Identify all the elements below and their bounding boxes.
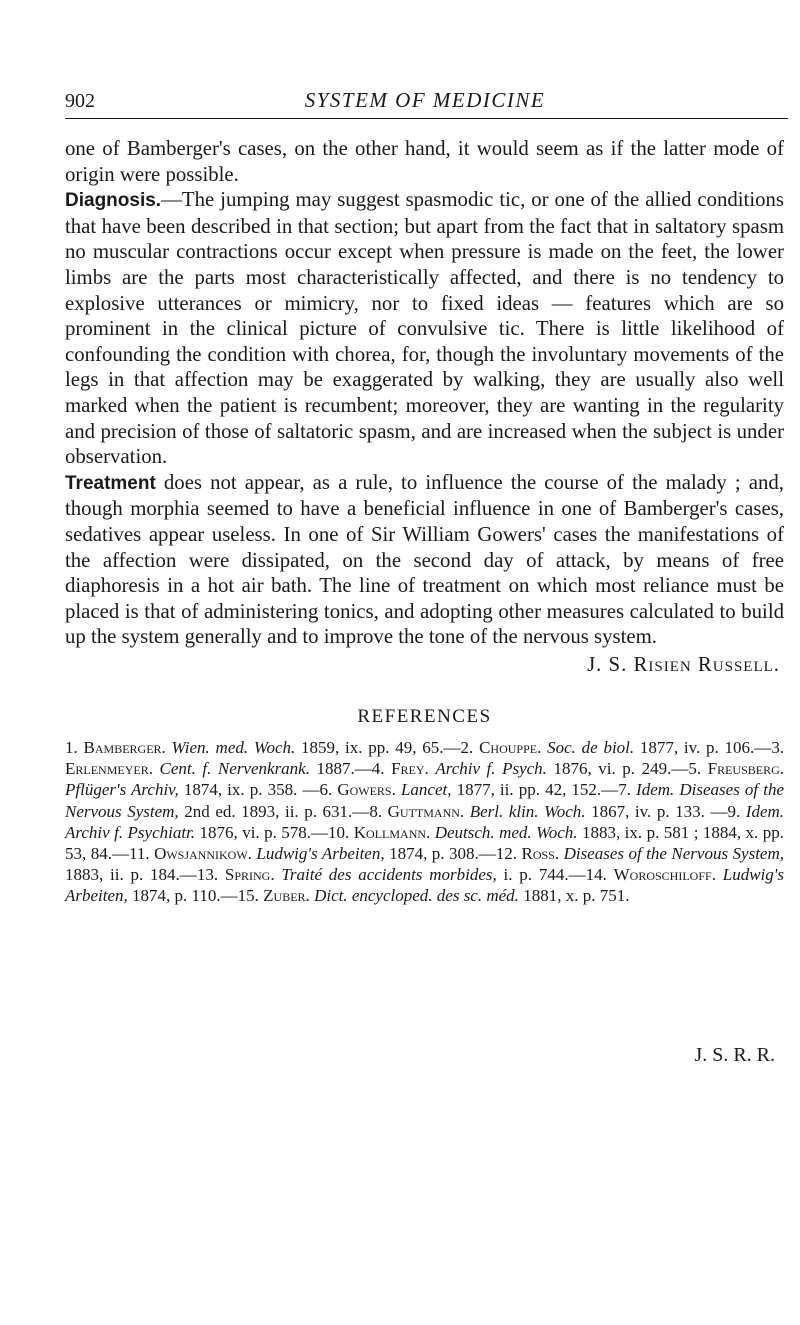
reference-title: Archiv f. Psych.	[435, 759, 547, 779]
reference-citation: 1874, p. 110.—	[127, 886, 238, 906]
reference-citation: 1867, iv. p. 133. —	[585, 801, 728, 821]
reference-author: Chouppe.	[479, 738, 548, 757]
reference-number: 6.	[319, 780, 338, 800]
page-number: 902	[65, 90, 95, 112]
reference-title: Pflüger's Archiv,	[65, 780, 179, 800]
reference-number: 4.	[371, 759, 392, 779]
reference-title: Idem. Archiv f. Psychiatr.	[65, 801, 785, 842]
reference-citation: 1876, vi. p. 578.—	[195, 822, 329, 842]
reference-item	[372, 759, 689, 778]
reference-citation: 2nd ed. 1893, ii. p. 631.—	[178, 801, 370, 821]
reference-number: 14.	[585, 865, 614, 885]
diagnosis-heading: Diagnosis.	[65, 190, 162, 212]
reference-number: 12.	[495, 844, 522, 864]
header-rule	[65, 118, 788, 119]
reference-author: Bamberger.	[83, 738, 172, 757]
references-heading: REFERENCES	[357, 706, 492, 727]
reference-title: Soc. de biol.	[547, 738, 635, 757]
reference-citation: 1883, ix. p. 581 ; 1884, x. pp. 53, 84.—	[65, 822, 784, 864]
running-header	[65, 88, 785, 118]
reference-title: Ludwig's Arbeiten,	[65, 865, 785, 906]
reference-title: Ludwig's Arbeiten,	[256, 844, 385, 864]
reference-number: 11.	[128, 844, 155, 864]
treatment-heading: Treatment	[65, 472, 156, 494]
paragraph-treatment	[65, 470, 784, 650]
reference-number: 13.	[196, 865, 225, 885]
reference-author: Gowers.	[337, 780, 401, 800]
reference-author: Woroschiloff.	[613, 865, 723, 885]
diagnosis-text: —The jumping may suggest spasmodic tic, or one of the allied conditions that have been described in that section; but apart from the fact that in saltatory spasm no muscular contractions occur except when pressure is made on the feet, the lower limbs are the parts most characteristically affected, and there is no tendency to explosive utterances or mimicry, nor to fixed ideas — features which are so prominent in the clinical picture of convulsive tic. There is little likelihood of confounding the condition with chorea, for, though the involuntary movements of the legs in that affection may be exaggerated by walking, they are usually also well marked when the patient is recumbent; moreover, they are wanting in the regularity and precision of those of saltatoric spasm, and are increased when the subject is under observation.	[65, 188, 784, 469]
author-signature: J. S. Risien Russell.	[587, 652, 780, 676]
reference-item	[197, 865, 586, 884]
reference-number: 9.	[727, 801, 746, 821]
reference-author: Ross.	[521, 844, 564, 864]
reference-number: 8.	[369, 801, 388, 821]
reference-citation: 1876, vi. p. 249.—	[546, 759, 689, 779]
reference-number: 3.	[771, 738, 785, 757]
reference-number: 7.	[618, 780, 637, 800]
reference-item	[238, 886, 630, 905]
reference-author: Frey.	[391, 759, 436, 779]
reference-item	[129, 844, 496, 863]
reference-citation: 1874, ix. p. 358. —	[178, 780, 320, 800]
references-initials: J. S. R. R.	[694, 1044, 775, 1066]
reference-title: Berl. klin. Woch.	[469, 801, 586, 821]
reference-item	[65, 738, 461, 757]
reference-title: Idem. Diseases of the Nervous System,	[65, 780, 785, 821]
reference-author: Owsjannikow.	[154, 844, 257, 864]
body-text	[65, 136, 784, 677]
reference-citation: 1874, p. 308.—	[384, 844, 496, 864]
reference-item	[461, 738, 772, 757]
reference-title: Deutsch. med. Woch.	[434, 822, 578, 842]
reference-title: Wien. med. Woch.	[171, 738, 296, 757]
reference-citation: 1877, ii. pp. 42, 152.—	[451, 780, 619, 800]
reference-citation: 1859, ix. pp. 49, 65.—	[295, 738, 461, 757]
reference-item	[369, 802, 727, 821]
running-title: SYSTEM OF MEDICINE	[304, 88, 546, 112]
paragraph-diagnosis	[65, 187, 784, 470]
reference-author: Zuber.	[263, 886, 315, 906]
reference-title: Lancet,	[400, 780, 452, 800]
reference-title: Diseases of the Nervous System,	[563, 844, 784, 864]
reference-number: 10.	[328, 822, 354, 842]
reference-item	[319, 780, 618, 799]
references-list	[65, 737, 784, 907]
reference-citation: i. p. 744.—	[496, 865, 586, 885]
reference-number: 2.	[460, 738, 480, 757]
reference-author: Freusberg.	[707, 759, 785, 779]
reference-citation: 1883, ii. p. 184.—	[65, 865, 197, 885]
reference-title: Traité des accidents morbides,	[281, 865, 497, 885]
treatment-text: does not appear, as a rule, to influence the course of the malady ; and, though morphia seemed to have a beneficial influence in one of Bamberger's cases, sedatives appear useless. In one of Sir William Gowers' cases the manifestations of the affection were dissipated, on the second day of attack, by means of free diaphoresis in a hot air bath. The line of treatment on which most reliance must be placed is that of administering tonics, and adopting other measures calculated to build up the system generally and to improve the tone of the nervous system.	[65, 470, 784, 649]
reference-author: Spring.	[224, 865, 282, 885]
reference-citation: 1881, x. p. 751.	[518, 886, 630, 906]
reference-number: 5.	[688, 759, 708, 779]
reference-author: Erlenmeyer.	[65, 759, 160, 779]
reference-number: 15.	[237, 886, 264, 906]
references-paragraph	[65, 737, 784, 907]
reference-number: 1.	[65, 738, 84, 757]
reference-citation: 1887.—	[309, 759, 372, 779]
paragraph-continuation: one of Bamberger's cases, on the other hand, it would seem as if the latter mode of origin were possible.	[65, 137, 784, 186]
reference-author: Kollmann.	[353, 822, 435, 842]
reference-author: Guttmann.	[387, 801, 470, 821]
reference-title: Dict. encycloped. des sc. méd.	[314, 886, 519, 906]
reference-citation: 1877, iv. p. 106.—	[634, 738, 772, 757]
reference-title: Cent. f. Nervenkrank.	[159, 759, 310, 779]
